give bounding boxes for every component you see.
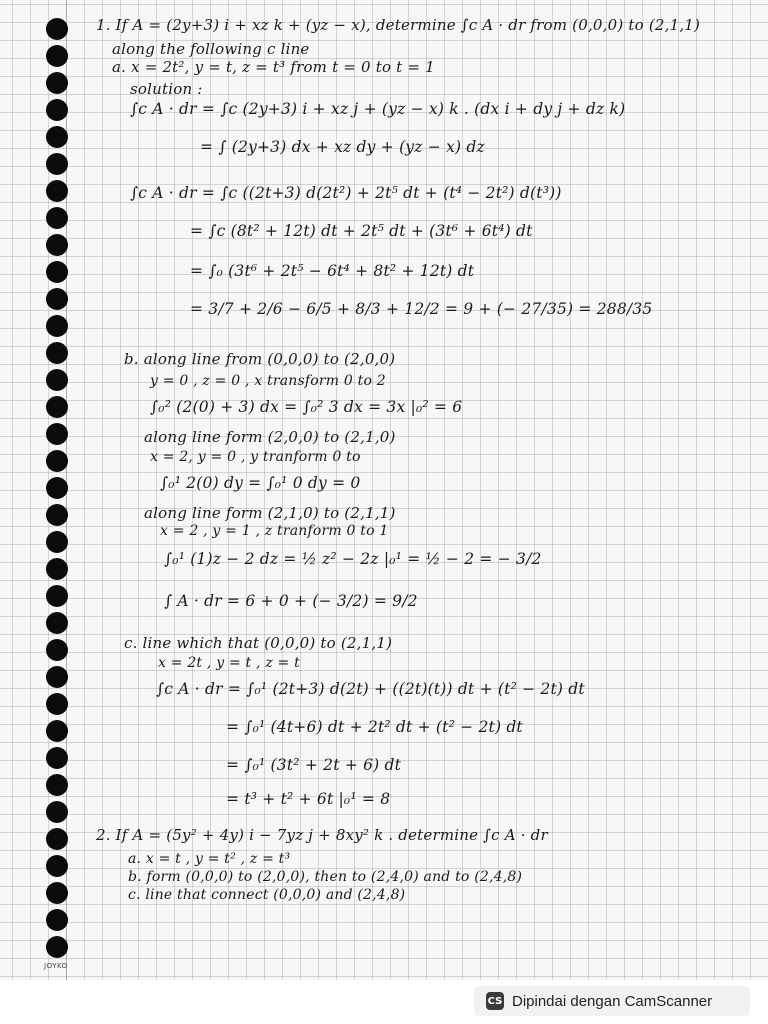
math-line: ∫₀¹ (1)z − 2 dz = ½ z² − 2z |₀¹ = ½ − 2 = − 3/2 [164, 550, 542, 568]
camscanner-logo-icon: CS [486, 992, 504, 1010]
part-1c-heading: c. line which that (0,0,0) to (2,1,1) [124, 634, 393, 652]
math-line: ∫c A · dr = ∫c ((2t+3) d(2t²) + 2t⁵ dt + (t⁴ − 2t²) d(t³)) [130, 184, 562, 202]
math-line: = ∫₀¹ (4t+6) dt + 2t² dt + (t² − 2t) dt [226, 718, 523, 736]
math-line-result: = t³ + t² + 6t |₀¹ = 8 [226, 790, 391, 808]
math-line: = ∫₀¹ (3t² + 2t + 6) dt [226, 756, 402, 774]
problem-1-statement: 1. If A = (2y+3) i + xz k + (yz − x), determine ∫c A · dr from (0,0,0) to (2,1,1) [96, 16, 701, 34]
part-2b: b. form (0,0,0) to (2,0,0), then to (2,4,0) and to (2,4,8) [128, 869, 523, 885]
segment-heading: along line form (2,0,0) to (2,1,0) [144, 428, 396, 446]
part-1b-heading: b. along line from (0,0,0) to (2,0,0) [124, 350, 396, 368]
problem-2-statement: 2. If A = (5y² + 4y) i − 7yz j + 8xy² k . determine ∫c A · dr [96, 826, 548, 844]
part-1a-path: a. x = 2t², y = t, z = t³ from t = 0 to t = 1 [112, 58, 435, 76]
math-line: ∫c A · dr = ∫₀¹ (2t+3) d(2t) + ((2t)(t)) dt + (t² − 2t) dt [156, 680, 585, 698]
part-2c: c. line that connect (0,0,0) and (2,4,8) [128, 887, 406, 903]
math-line-result: ∫ A · dr = 6 + 0 + (− 3/2) = 9/2 [164, 592, 418, 610]
math-line: y = 0 , z = 0 , x transform 0 to 2 [150, 373, 386, 389]
problem-1-statement-cont: along the following c line [112, 40, 310, 58]
math-line-result: = 3/7 + 2/6 − 6/5 + 8/3 + 12/2 = 9 + (− 27/35) = 288/35 [190, 300, 653, 318]
math-line: ∫c A · dr = ∫c (2y+3) i + xz j + (yz − x) k . (dx i + dy j + dz k) [130, 100, 626, 118]
math-line: ∫₀¹ 2(0) dy = ∫₀¹ 0 dy = 0 [160, 474, 361, 492]
math-line: ∫₀² (2(0) + 3) dx = ∫₀² 3 dx = 3x |₀² = 6 [150, 398, 463, 416]
camscanner-watermark [474, 986, 750, 1016]
math-line: = ∫₀ (3t⁶ + 2t⁵ − 6t⁴ + 8t² + 12t) dt [190, 262, 475, 280]
math-line: = ∫ (2y+3) dx + xz dy + (yz − x) dz [200, 138, 485, 156]
camscanner-text: Dipindai dengan CamScanner [512, 992, 713, 1010]
math-line: x = 2, y = 0 , y tranform 0 to [150, 449, 361, 465]
segment-heading: along line form (2,1,0) to (2,1,1) [144, 504, 396, 522]
solution-label: solution : [130, 80, 203, 98]
notebook-brand: JOYKO [44, 962, 68, 970]
part-2a: a. x = t , y = t² , z = t³ [128, 851, 291, 867]
math-line: x = 2t , y = t , z = t [158, 655, 300, 671]
math-line: x = 2 , y = 1 , z tranform 0 to 1 [160, 523, 389, 539]
math-line: = ∫c (8t² + 12t) dt + 2t⁵ dt + (3t⁶ + 6t⁴) dt [190, 222, 533, 240]
